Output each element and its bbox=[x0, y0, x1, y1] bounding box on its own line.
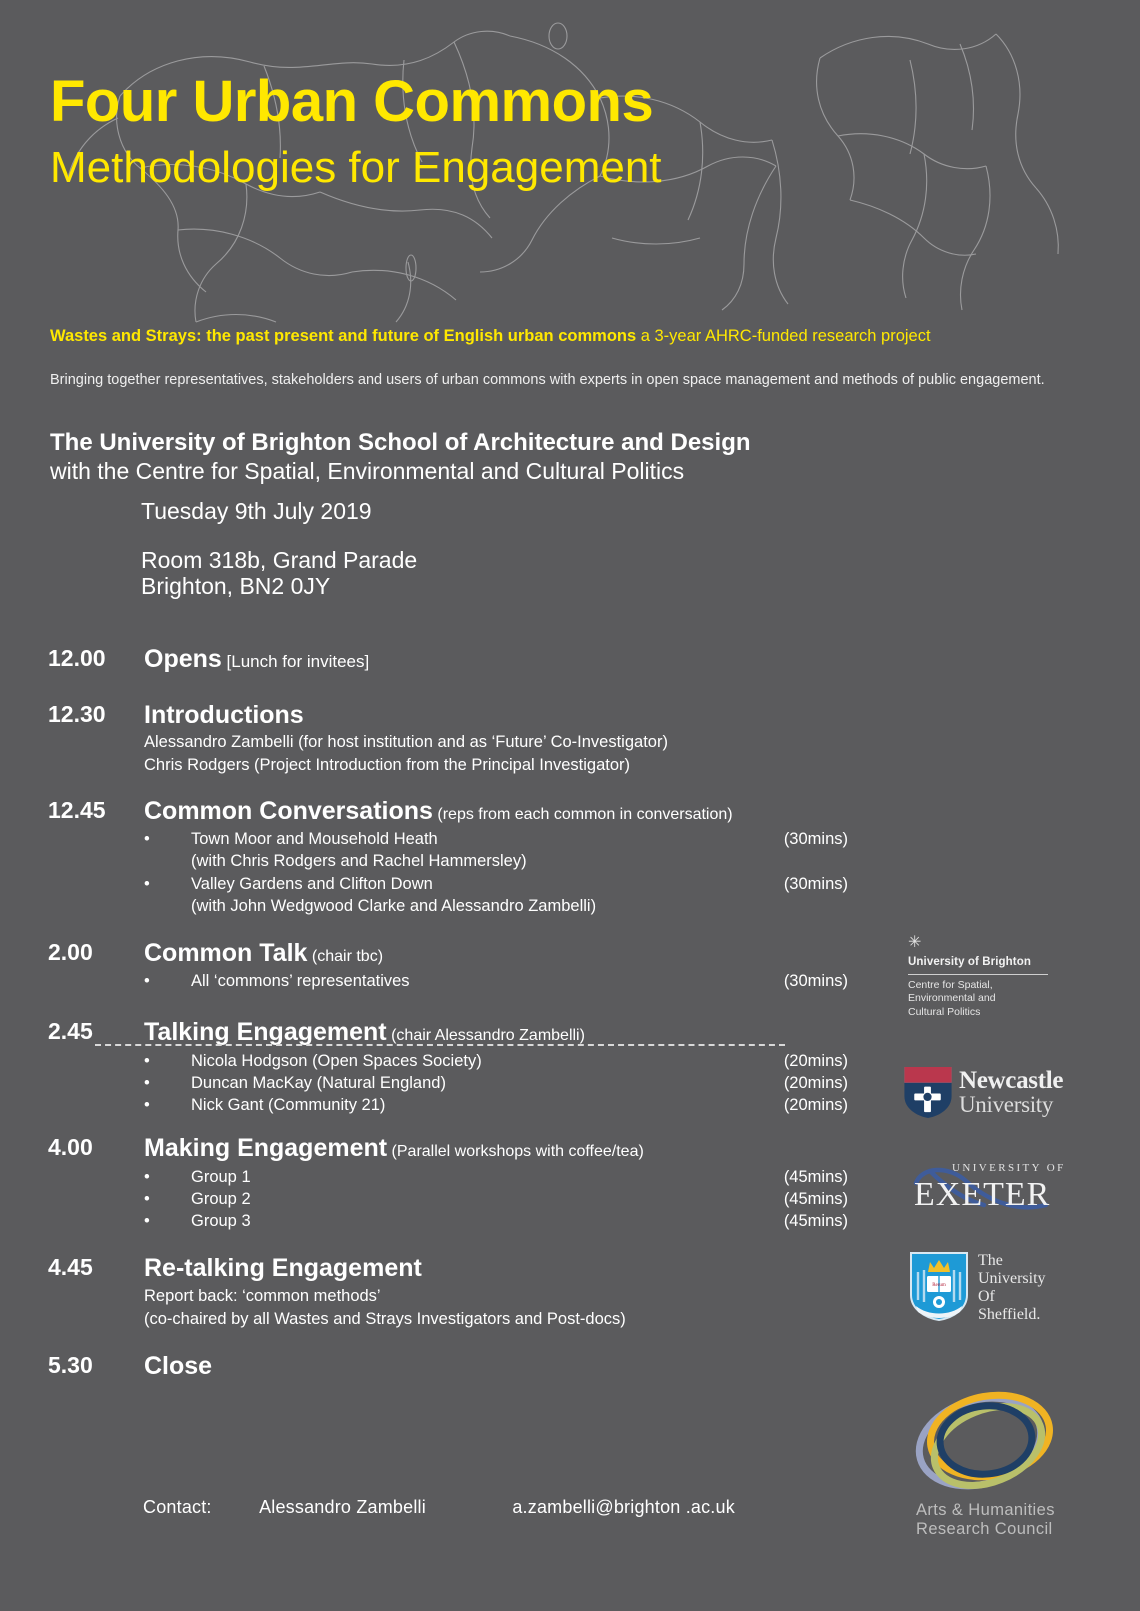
bullet-dot-icon: • bbox=[144, 1167, 150, 1186]
schedule-slot bbox=[48, 645, 848, 675]
slot-time: 4.00 bbox=[48, 1134, 93, 1161]
bullet-dot-icon: • bbox=[144, 1189, 150, 1208]
slot-time: 12.45 bbox=[48, 796, 106, 823]
slot-subline: Chris Rodgers (Project Introduction from the Principal Investigator) bbox=[144, 756, 631, 775]
sheffield-line-3: Of bbox=[978, 1287, 995, 1305]
schedule-slot bbox=[48, 1134, 848, 1232]
bullet-duration: (30mins) bbox=[783, 874, 848, 893]
section-divider bbox=[95, 1044, 785, 1048]
title-block bbox=[50, 69, 662, 193]
schedule-slot bbox=[48, 797, 848, 917]
slot-title: Introductions bbox=[144, 700, 304, 729]
slot-title: Common Talk (chair tbc) bbox=[144, 938, 384, 967]
bullet-item bbox=[144, 873, 848, 895]
brighton-name: University of Brighton bbox=[908, 956, 1031, 968]
schedule-slot bbox=[48, 1352, 848, 1382]
schedule-list bbox=[48, 645, 848, 1398]
bullet-duration: (20mins) bbox=[783, 1051, 848, 1070]
host-line-1: The University of Brighton School of Architecture and Design bbox=[50, 429, 751, 456]
exeter-swoosh-icon bbox=[904, 1155, 1084, 1217]
bullet-dot-icon: • bbox=[144, 1074, 150, 1093]
host-institution bbox=[50, 428, 950, 485]
contact-email[interactable]: a.zambelli@brighton .ac.uk bbox=[512, 1497, 735, 1517]
logo-university-of-brighton bbox=[908, 935, 1078, 1019]
logo-arts-humanities-research-council bbox=[898, 1380, 1088, 1539]
brighton-dept-3: Cultural Politics bbox=[908, 1005, 981, 1018]
bullet-item bbox=[144, 1072, 848, 1094]
slot-title: Opens [Lunch for invitees] bbox=[144, 645, 370, 673]
contact-line bbox=[143, 1497, 735, 1518]
bullet-item bbox=[144, 1094, 848, 1116]
svg-text:Rerum: Rerum bbox=[932, 1283, 946, 1288]
newcastle-line-2: University bbox=[959, 1092, 1054, 1117]
sheffield-line-4: Sheffield. bbox=[978, 1305, 1041, 1323]
brighton-star-icon: ✳ bbox=[908, 934, 922, 951]
slot-time: 5.30 bbox=[48, 1352, 93, 1379]
bullet-duration: (45mins) bbox=[783, 1189, 848, 1208]
newcastle-shield-icon bbox=[902, 1065, 954, 1120]
newcastle-line-1: Newcastle bbox=[959, 1067, 1064, 1094]
schedule-slot bbox=[48, 1018, 848, 1116]
bullet-duration: (20mins) bbox=[783, 1096, 848, 1115]
bullet-duration: (45mins) bbox=[783, 1167, 848, 1186]
project-line bbox=[50, 326, 1095, 347]
venue-city: Brighton, BN2 0JY bbox=[141, 573, 331, 600]
slot-bullet-list bbox=[144, 1166, 848, 1232]
bullet-dot-icon: • bbox=[144, 1211, 150, 1230]
slot-body bbox=[144, 1134, 848, 1232]
bullet-item bbox=[144, 970, 848, 992]
logo-university-of-sheffield bbox=[908, 1250, 1088, 1324]
slot-body bbox=[144, 645, 848, 675]
slot-note: (chair tbc) bbox=[307, 947, 384, 965]
bullet-item bbox=[144, 1166, 848, 1188]
slot-title: Making Engagement (Parallel workshops with coffee/tea) bbox=[144, 1134, 644, 1163]
schedule-slot bbox=[48, 1254, 848, 1330]
sheffield-line-2: University bbox=[978, 1269, 1046, 1287]
bullet-item bbox=[144, 1050, 848, 1072]
project-funding: a 3-year AHRC-funded research project bbox=[636, 327, 931, 345]
poster-subtitle: Methodologies for Engagement bbox=[50, 143, 662, 193]
bullet-duration: (30mins) bbox=[783, 830, 848, 849]
bullet-label: Group 3 bbox=[191, 1211, 251, 1230]
slot-title: Common Conversations (reps from each common in conversation) bbox=[144, 796, 733, 825]
slot-subline: Alessandro Zambelli (for host institution and as ‘Future’ Co-Investigator) bbox=[144, 733, 668, 751]
bullet-item bbox=[144, 828, 848, 850]
slot-time: 2.45 bbox=[48, 1018, 93, 1045]
schedule-slot bbox=[48, 939, 848, 993]
slot-bullet-list bbox=[144, 1050, 848, 1116]
slot-note: (Parallel workshops with coffee/tea) bbox=[387, 1143, 644, 1161]
project-name: Wastes and Strays: the past present and future of English urban commons bbox=[50, 327, 637, 345]
bullet-item bbox=[144, 1210, 848, 1232]
slot-bullet-list bbox=[144, 970, 848, 992]
slot-title: Talking Engagement (chair Alessandro Zambelli) bbox=[144, 1018, 585, 1047]
bullet-label: Duncan MacKay (Natural England) bbox=[191, 1074, 446, 1093]
venue-block bbox=[141, 497, 417, 600]
contact-label: Contact: bbox=[143, 1497, 212, 1517]
schedule-slot bbox=[48, 701, 848, 777]
bullet-duration: (45mins) bbox=[783, 1211, 848, 1230]
slot-note: [Lunch for invitees] bbox=[221, 652, 370, 671]
slot-body bbox=[144, 1352, 848, 1382]
bullet-label: Town Moor and Mousehold Heath bbox=[191, 830, 438, 849]
sheffield-line-1: The bbox=[978, 1252, 1003, 1269]
slot-body bbox=[144, 1254, 848, 1330]
bullet-label: Nicola Hodgson (Open Spaces Society) bbox=[191, 1051, 482, 1070]
contact-name: Alessandro Zambelli bbox=[259, 1497, 426, 1517]
venue-room: Room 318b, Grand Parade bbox=[141, 546, 418, 573]
bullet-duration: (20mins) bbox=[783, 1074, 848, 1093]
exeter-line-1: UNIVERSITY OF bbox=[952, 1162, 1066, 1174]
slot-time: 12.30 bbox=[48, 700, 106, 727]
bullet-duration: (30mins) bbox=[783, 972, 848, 991]
slot-time: 12.00 bbox=[48, 645, 106, 671]
slot-note: (chair Alessandro Zambelli) bbox=[386, 1027, 585, 1045]
exeter-line-2: EXETER bbox=[914, 1176, 1051, 1213]
bullet-dot-icon: • bbox=[144, 972, 150, 991]
poster-title: Four Urban Commons bbox=[50, 69, 654, 134]
event-date: Tuesday 9th July 2019 bbox=[141, 498, 372, 524]
slot-bullet-list bbox=[144, 828, 848, 916]
ahrc-line-1: Arts & Humanities bbox=[916, 1501, 1055, 1519]
bullet-label: Nick Gant (Community 21) bbox=[191, 1096, 386, 1115]
bullet-label: All ‘commons’ representatives bbox=[191, 972, 410, 991]
poster-blurb: Bringing together representatives, stakeholders and users of urban commons with experts in open space management and methods of public engagement. bbox=[50, 372, 1045, 388]
ahrc-line-2: Research Council bbox=[916, 1519, 1053, 1538]
slot-time: 4.45 bbox=[48, 1254, 93, 1281]
slot-note: (reps from each common in conversation) bbox=[432, 805, 733, 823]
bullet-item bbox=[144, 1188, 848, 1210]
host-line-2: with the Centre for Spatial, Environmental and Cultural Politics bbox=[50, 458, 685, 485]
bullet-label: Group 1 bbox=[191, 1167, 251, 1186]
bullet-dot-icon: • bbox=[144, 874, 150, 893]
slot-time: 2.00 bbox=[48, 938, 93, 965]
bullet-continuation: (with Chris Rodgers and Rachel Hammersley) bbox=[191, 852, 527, 871]
brighton-rule bbox=[908, 974, 1048, 975]
slot-body bbox=[144, 1018, 848, 1116]
brighton-dept-2: Environmental and bbox=[908, 992, 996, 1005]
bullet-dot-icon: • bbox=[144, 1096, 150, 1115]
slot-title: Close bbox=[144, 1352, 213, 1381]
bullet-label: Valley Gardens and Clifton Down bbox=[191, 874, 433, 893]
slot-subline: Report back: ‘common methods’ bbox=[144, 1286, 381, 1305]
bullet-dot-icon: • bbox=[144, 830, 150, 849]
slot-body bbox=[144, 701, 848, 777]
slot-title: Re-talking Engagement bbox=[144, 1254, 422, 1283]
slot-body bbox=[144, 939, 848, 993]
bullet-continuation: (with John Wedgwood Clarke and Alessandro Zambelli) bbox=[191, 896, 597, 915]
slot-body bbox=[144, 797, 848, 917]
sheffield-crest-icon bbox=[908, 1250, 970, 1322]
logo-university-of-exeter bbox=[904, 1155, 1084, 1217]
logo-newcastle-university bbox=[902, 1065, 1077, 1120]
slot-subline: (co-chaired by all Wastes and Strays Investigators and Post-docs) bbox=[144, 1310, 626, 1329]
bullet-label: Group 2 bbox=[191, 1189, 251, 1208]
ahrc-rings-icon bbox=[898, 1380, 1068, 1500]
bullet-dot-icon: • bbox=[144, 1051, 150, 1070]
brighton-dept-1: Centre for Spatial, bbox=[908, 979, 993, 991]
